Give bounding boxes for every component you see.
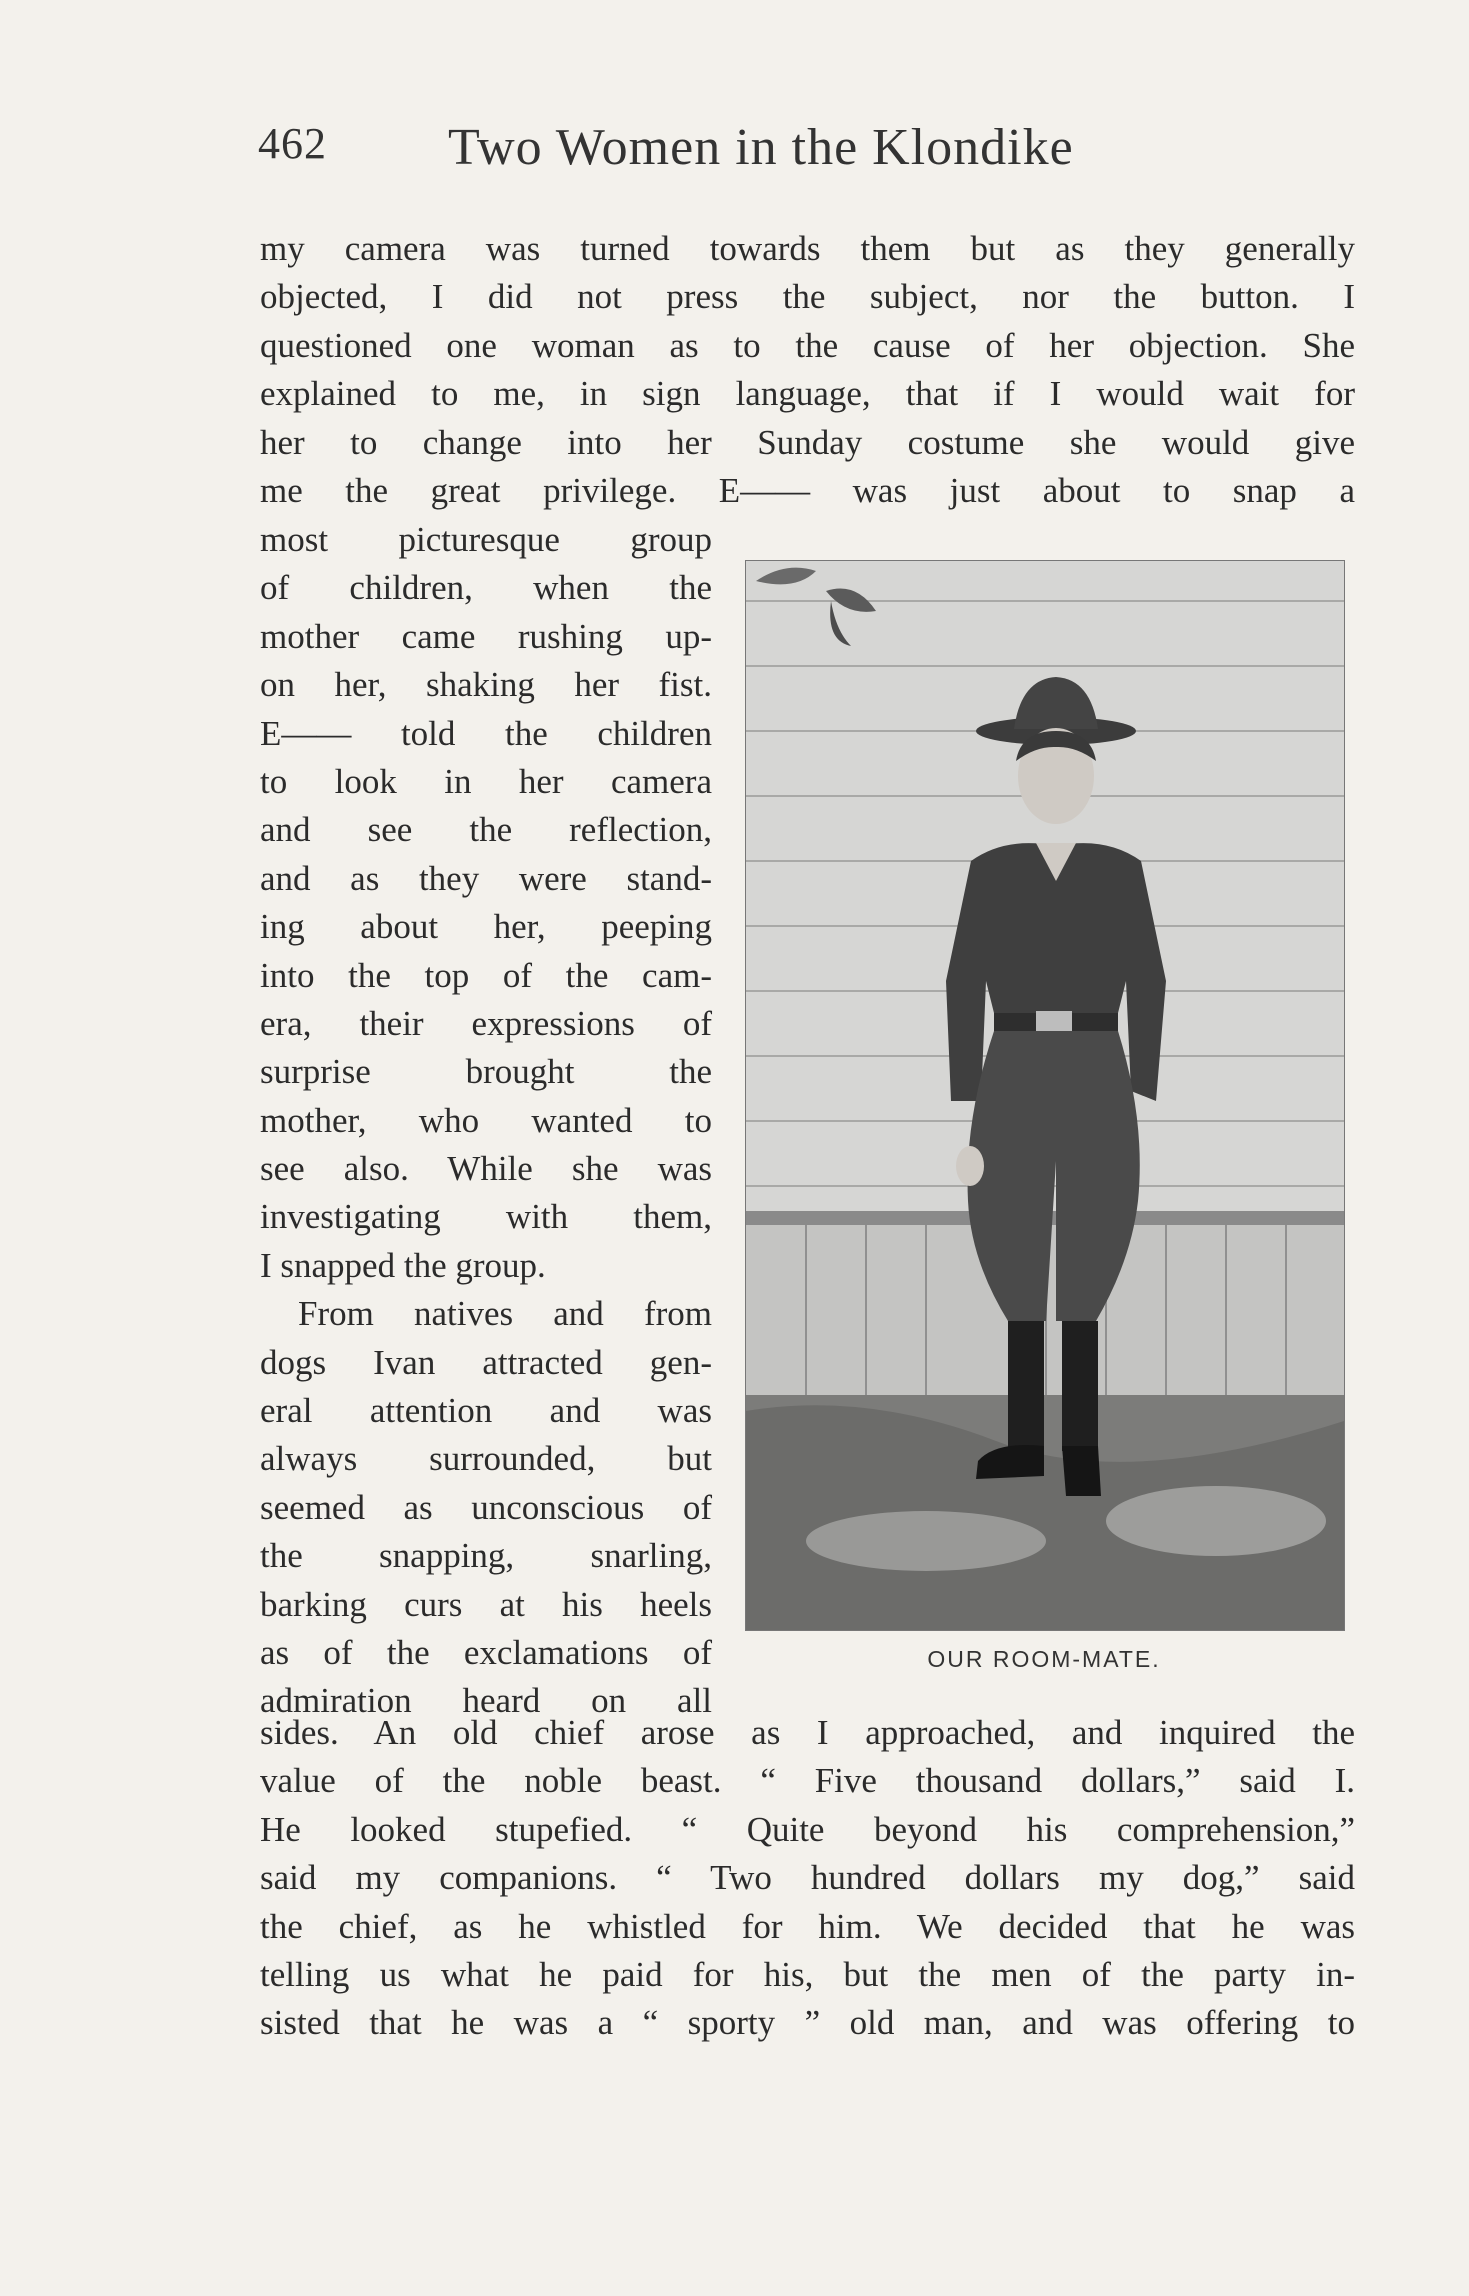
text-line: me the great privilege. E—— was just about to snap a: [260, 470, 1355, 510]
text-line: mother came rushing up-: [260, 616, 712, 656]
text-line: her to change into her Sunday costume she would give: [260, 422, 1355, 462]
text-line: surprise brought the: [260, 1052, 712, 1092]
text-line: objected, I did not press the subject, nor the button. I: [260, 277, 1355, 317]
text-line: the snapping, snarling,: [260, 1536, 712, 1576]
text-line: He looked stupefied. “ Quite beyond his comprehension,”: [260, 1809, 1355, 1849]
text-line: as of the exclamations of: [260, 1632, 712, 1672]
text-line: said my companions. “ Two hundred dollars my dog,” said: [260, 1858, 1355, 1898]
text-line: my camera was turned towards them but as they generally: [260, 229, 1355, 268]
text-line: E—— told the children: [260, 713, 712, 753]
text-line: barking curs at his heels: [260, 1584, 712, 1624]
text-line: From natives and from: [298, 1294, 712, 1334]
paragraph-bottom: [260, 1709, 1355, 2048]
text-line: ing about her, peeping: [260, 907, 712, 947]
text-line: dogs Ivan attracted gen-: [260, 1342, 712, 1382]
running-header: [258, 118, 1358, 188]
text-line: questioned one woman as to the cause of her objection. She: [260, 325, 1355, 365]
text-line: into the top of the cam-: [260, 955, 712, 995]
text-line: of children, when the: [260, 568, 712, 608]
text-line: mother, who wanted to: [260, 1100, 712, 1140]
paragraph-narrow: [260, 516, 712, 1726]
text-line: seemed as unconscious of: [260, 1487, 712, 1527]
text-line: see also. While she was: [260, 1149, 712, 1189]
text-line: telling us what he paid for his, but the men of the party in-: [260, 1954, 1355, 1994]
text-line: I snapped the group.: [260, 1245, 546, 1285]
text-line: and as they were stand-: [260, 858, 712, 898]
text-line: era, their expressions of: [260, 1003, 712, 1043]
text-line: to look in her camera: [260, 761, 712, 801]
figure-caption: OUR ROOM-MATE.: [927, 1646, 1161, 1672]
text-line: on her, shaking her fist.: [260, 665, 712, 705]
text-line: value of the noble beast. “ Five thousand dollars,” said I.: [260, 1761, 1355, 1801]
page-number: 462: [258, 119, 327, 168]
text-line: most picturesque group: [260, 520, 712, 559]
text-line: always surrounded, but: [260, 1439, 712, 1479]
text-line: explained to me, in sign language, that if I would wait for: [260, 374, 1355, 414]
paragraph-top: [260, 225, 1355, 515]
text-line: and see the reflection,: [260, 810, 712, 850]
text-line: sisted that he was a “ sporty ” old man, and was offering to: [260, 2003, 1355, 2043]
text-line: investigating with them,: [260, 1197, 712, 1237]
text-line: sides. An old chief arose as I approached, and inquired the: [260, 1713, 1355, 1752]
photograph-room-mate: [745, 560, 1345, 1631]
text-line: admiration heard on all: [260, 1681, 712, 1721]
text-line: the chief, as he whistled for him. We decided that he was: [260, 1906, 1355, 1946]
text-line: eral attention and was: [260, 1391, 712, 1431]
running-title: Two Women in the Klondike: [448, 119, 1074, 176]
